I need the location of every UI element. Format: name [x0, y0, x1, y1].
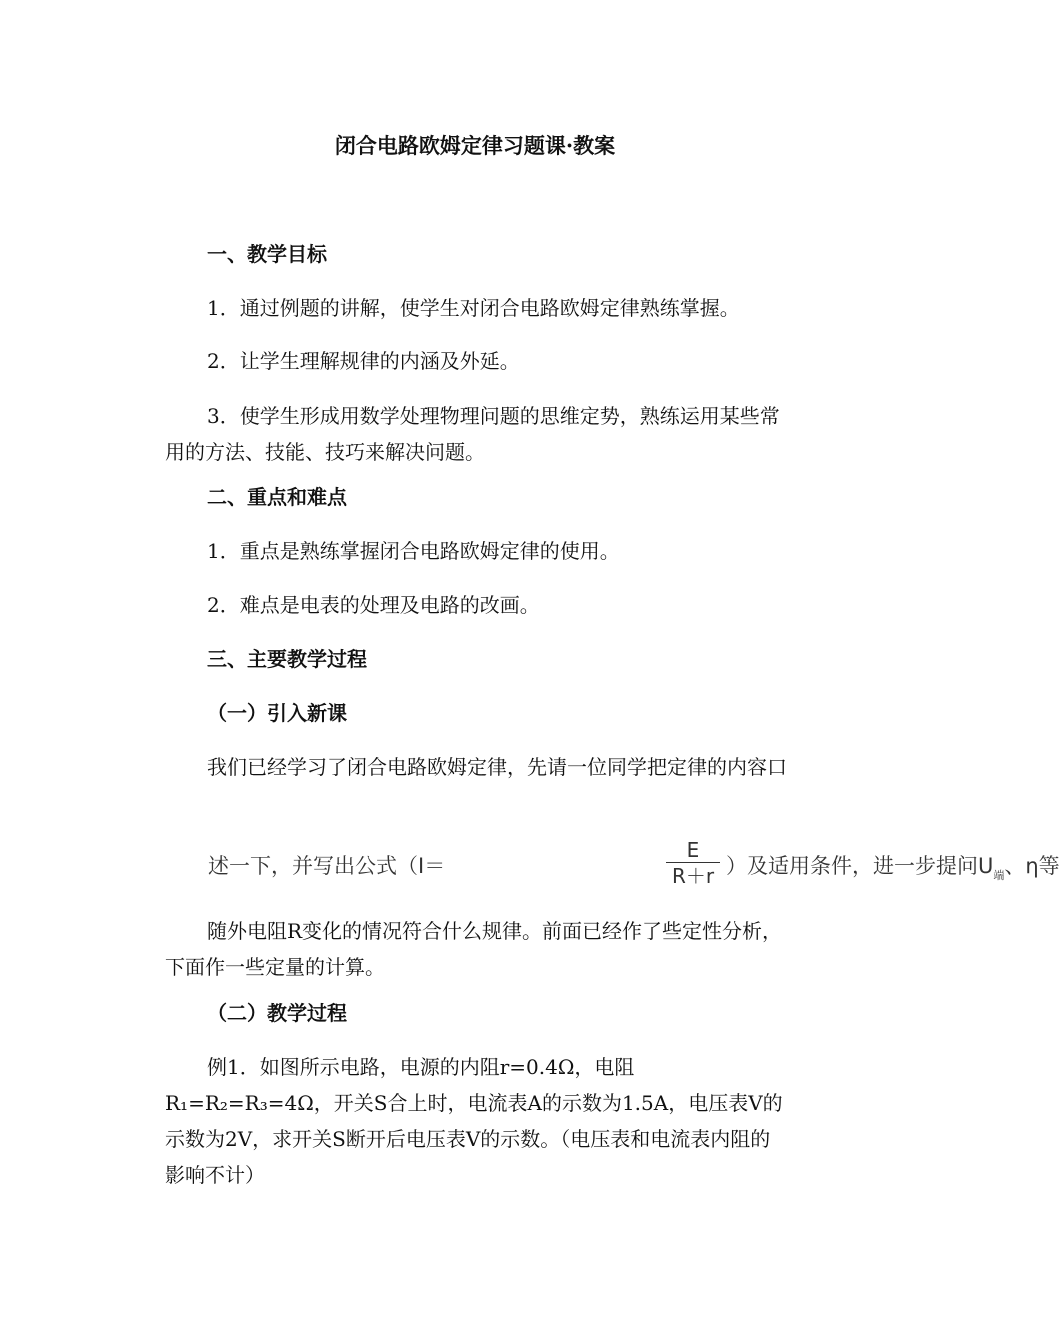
objective-item-1: 1．通过例题的讲解，使学生对闭合电路欧姆定律熟练掌握。: [207, 296, 740, 320]
objective-item-3: 3．使学生形成用数学处理物理问题的思维定势，熟练运用某些常用的方法、技能、技巧来解决问题。: [165, 404, 780, 464]
section-heading-key-points: 二、重点和难点: [207, 485, 347, 509]
fraction-numerator: E: [686, 838, 700, 862]
formula-text-after: ）及适用条件，进一步提问$U_端$、η等: [726, 854, 1060, 882]
key-point-item-2: 2．难点是电表的处理及电路的改画。: [207, 593, 540, 617]
section-heading-objectives: 一、教学目标: [207, 242, 327, 266]
subsection-heading-intro: （一）引入新课: [207, 701, 347, 725]
intro-paragraph: 我们已经学习了闭合电路欧姆定律，先请一位同学把定律的内容口: [207, 755, 787, 779]
terminal-voltage-subscript: 端: [993, 869, 1005, 882]
follow-paragraph: 随外电阻R变化的情况符合什么规律。前面已经作了些定性分析，下面作一些定量的计算。: [165, 919, 783, 979]
example-1-paragraph: 例1．如图所示电路，电源的内阻r=0.4Ω，电阻R₁=R₂=R₃=4Ω，开关S合上时，电流表A的示数为1.5A，电压表V的示数为2V，求开关S断开后电压表V的示数。（电压表和电流表内阻的影响不计）: [165, 1055, 783, 1187]
fraction-denominator: R＋r: [671, 864, 715, 888]
objective-item-2: 2．让学生理解规律的内涵及外延。: [207, 349, 520, 373]
document-title: 闭合电路欧姆定律习题课·教案: [334, 133, 616, 158]
ohm-law-fraction: [662, 838, 724, 887]
section-heading-process: 三、主要教学过程: [207, 647, 367, 671]
key-point-item-1: 1．重点是熟练掌握闭合电路欧姆定律的使用。: [207, 539, 620, 563]
subsection-heading-process: （二）教学过程: [207, 1001, 347, 1025]
formula-line: [208, 838, 1060, 890]
formula-text-before: 述一下，并写出公式（I＝: [208, 854, 446, 878]
